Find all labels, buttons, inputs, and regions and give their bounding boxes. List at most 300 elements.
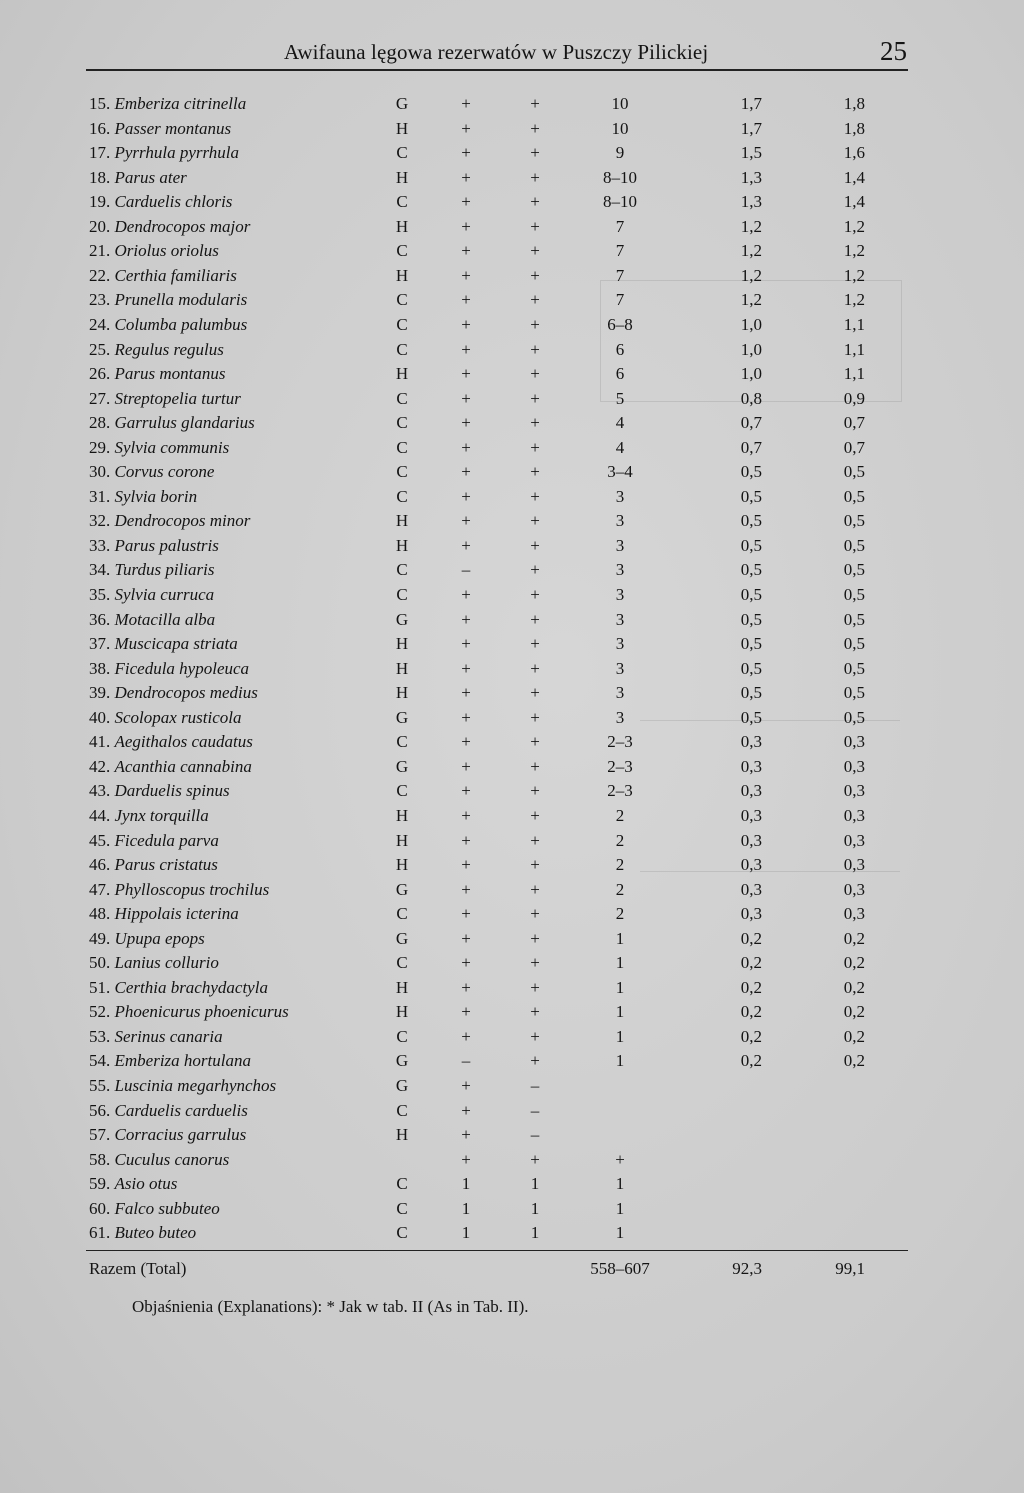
row-number: 33. xyxy=(89,535,111,555)
habitat-type-cell: C xyxy=(396,339,408,359)
pairs-count-cell: 9 xyxy=(615,143,625,163)
table-row xyxy=(0,315,1024,339)
species-name: Passer montanus xyxy=(114,118,232,138)
presence-mark-2: + xyxy=(530,1149,540,1169)
percent-cell-2: 1,4 xyxy=(843,192,865,212)
presence-mark-2: + xyxy=(530,658,540,678)
species-cell xyxy=(89,389,241,409)
table-row xyxy=(0,978,1024,1002)
species-cell xyxy=(89,1150,229,1170)
presence-mark-1: + xyxy=(461,1149,471,1169)
species-cell xyxy=(89,536,219,556)
percent-cell-2: 0,5 xyxy=(843,462,865,482)
row-number: 53. xyxy=(89,1026,111,1046)
presence-mark-1: + xyxy=(461,290,471,310)
table-row xyxy=(0,806,1024,830)
pairs-count-cell: 2–3 xyxy=(607,732,633,752)
pairs-count-cell: 2–3 xyxy=(607,781,633,801)
species-name: Falco subbuteo xyxy=(114,1198,220,1218)
species-cell xyxy=(89,1101,248,1121)
species-name: Dendrocopos medius xyxy=(114,683,258,703)
presence-mark-1: + xyxy=(461,1026,471,1046)
species-name: Hippolais icterina xyxy=(114,904,239,924)
species-name: Parus cristatus xyxy=(114,855,218,875)
species-cell xyxy=(89,340,224,360)
table-row xyxy=(0,536,1024,560)
pairs-count-cell: 4 xyxy=(615,437,625,457)
presence-mark-2: + xyxy=(530,143,540,163)
presence-mark-1: + xyxy=(461,732,471,752)
table-row xyxy=(0,143,1024,167)
species-name: Dendrocopos minor xyxy=(114,511,251,531)
percent-cell-2: 0,5 xyxy=(843,609,865,629)
table-row xyxy=(0,610,1024,634)
species-cell xyxy=(89,315,247,335)
presence-mark-2: – xyxy=(530,1125,540,1145)
species-cell xyxy=(89,192,232,212)
table-row xyxy=(0,94,1024,118)
percent-cell-1: 0,3 xyxy=(740,904,762,924)
pairs-count-cell: 8–10 xyxy=(603,192,637,212)
percent-cell-1: 1,2 xyxy=(740,290,762,310)
percent-cell-1: 0,5 xyxy=(740,658,762,678)
species-name: Lanius collurio xyxy=(114,953,219,973)
habitat-type-cell: H xyxy=(395,216,409,236)
presence-mark-2: + xyxy=(530,585,540,604)
percent-cell-2: 0,3 xyxy=(843,904,865,924)
presence-mark-2: + xyxy=(530,241,540,261)
pairs-count-cell: 1 xyxy=(615,928,625,948)
habitat-type-cell: H xyxy=(395,683,409,703)
total-pairs: 558–607 xyxy=(590,1259,650,1278)
table-row xyxy=(0,487,1024,511)
row-number: 44. xyxy=(89,805,111,825)
table-row xyxy=(0,732,1024,756)
row-number: 51. xyxy=(89,977,111,997)
pairs-count-cell: 1 xyxy=(615,1002,625,1022)
presence-mark-1: + xyxy=(461,216,471,236)
row-number: 42. xyxy=(89,756,111,776)
table-row xyxy=(0,217,1024,241)
presence-mark-1: + xyxy=(461,314,471,334)
pairs-count-cell: 1 xyxy=(615,1174,625,1194)
species-name: Aegithalos caudatus xyxy=(114,732,253,752)
presence-mark-2: + xyxy=(530,1002,540,1022)
row-number: 39. xyxy=(89,683,111,703)
species-name: Corvus corone xyxy=(114,462,215,482)
presence-mark-1: + xyxy=(461,535,471,555)
habitat-type-cell: C xyxy=(396,192,408,212)
presence-mark-2: + xyxy=(530,511,540,531)
pairs-count-cell: 7 xyxy=(615,290,625,310)
species-name: Asio otus xyxy=(114,1174,178,1194)
table-row xyxy=(0,241,1024,265)
row-number: 19. xyxy=(89,192,111,212)
species-name: Ficedula parva xyxy=(114,830,219,850)
presence-mark-1: + xyxy=(461,143,471,163)
pairs-count-cell: 3–4 xyxy=(607,462,633,482)
pairs-count-cell: 3 xyxy=(615,634,625,654)
table-row xyxy=(0,413,1024,437)
presence-mark-1: + xyxy=(461,756,471,776)
percent-cell-1: 0,2 xyxy=(740,1002,762,1022)
percent-cell-1: 0,3 xyxy=(740,732,762,752)
table-row xyxy=(0,781,1024,805)
habitat-type-cell: C xyxy=(396,1100,408,1120)
row-number: 26. xyxy=(89,364,111,384)
presence-mark-1: + xyxy=(461,1002,471,1022)
row-number: 20. xyxy=(89,216,111,236)
species-name: Scolopax rusticola xyxy=(114,707,242,727)
presence-mark-2: + xyxy=(530,413,540,433)
species-cell xyxy=(89,413,255,433)
row-number: 54. xyxy=(89,1051,111,1071)
table-row xyxy=(0,340,1024,364)
presence-mark-1: + xyxy=(461,241,471,261)
row-number: 60. xyxy=(89,1198,111,1218)
percent-cell-2: 0,3 xyxy=(843,879,865,899)
percent-cell-1: 0,3 xyxy=(740,879,762,899)
pairs-count-cell: 6 xyxy=(615,339,625,359)
presence-mark-2: + xyxy=(530,560,540,580)
percent-cell-2: 0,5 xyxy=(843,585,865,604)
presence-mark-2: + xyxy=(530,216,540,236)
pairs-count-cell: 10 xyxy=(611,118,629,138)
presence-mark-1: + xyxy=(461,167,471,187)
species-cell xyxy=(89,560,215,580)
percent-cell-1: 0,5 xyxy=(740,683,762,703)
row-number: 32. xyxy=(89,511,111,531)
percent-cell-2: 0,2 xyxy=(843,977,865,997)
percent-cell-2: 0,5 xyxy=(843,658,865,678)
percent-cell-2: 1,1 xyxy=(843,339,865,359)
percent-cell-2: 0,5 xyxy=(843,707,865,727)
pairs-count-cell: + xyxy=(615,1149,625,1169)
habitat-type-cell: C xyxy=(396,1026,408,1046)
species-cell xyxy=(89,1076,276,1096)
presence-mark-2: + xyxy=(530,314,540,334)
header-rule xyxy=(86,69,908,71)
habitat-type-cell: C xyxy=(396,781,408,801)
presence-mark-2: 1 xyxy=(530,1174,540,1194)
habitat-type-cell: C xyxy=(396,462,408,482)
species-name: Sylvia curruca xyxy=(114,585,215,604)
species-name: Garrulus glandarius xyxy=(114,413,255,433)
species-cell xyxy=(89,168,187,188)
presence-mark-2: + xyxy=(530,388,540,408)
total-rule xyxy=(86,1250,908,1251)
presence-mark-1: + xyxy=(461,805,471,825)
presence-mark-2: + xyxy=(530,192,540,212)
table-row xyxy=(0,1125,1024,1149)
total-percent-1: 92,3 xyxy=(732,1259,762,1278)
species-cell xyxy=(89,831,219,851)
percent-cell-1: 0,5 xyxy=(740,486,762,506)
row-number: 40. xyxy=(89,707,111,727)
habitat-type-cell: C xyxy=(396,388,408,408)
habitat-type-cell: C xyxy=(396,1174,408,1194)
species-name: Streptopelia turtur xyxy=(114,388,241,408)
table-row xyxy=(0,266,1024,290)
percent-cell-2: 0,3 xyxy=(843,805,865,825)
species-cell xyxy=(89,880,269,900)
table-row xyxy=(0,585,1024,609)
habitat-type-cell: C xyxy=(396,143,408,163)
table-row xyxy=(0,1174,1024,1198)
percent-cell-1: 0,7 xyxy=(740,413,762,433)
presence-mark-2: + xyxy=(530,167,540,187)
species-name: Phylloscopus trochilus xyxy=(114,879,270,899)
presence-mark-2: + xyxy=(530,953,540,973)
percent-cell-1: 1,2 xyxy=(740,216,762,236)
pairs-count-cell: 6 xyxy=(615,364,625,384)
table-row xyxy=(0,438,1024,462)
percent-cell-2: 1,8 xyxy=(843,94,865,113)
row-number: 22. xyxy=(89,265,111,285)
presence-mark-2: 1 xyxy=(530,1198,540,1218)
pairs-count-cell: 1 xyxy=(615,953,625,973)
table-row xyxy=(0,880,1024,904)
habitat-type-cell: C xyxy=(396,560,408,580)
pairs-count-cell: 3 xyxy=(615,486,625,506)
habitat-type-cell: H xyxy=(395,167,409,187)
presence-mark-1: + xyxy=(461,94,471,113)
presence-mark-2: + xyxy=(530,339,540,359)
species-name: Sylvia borin xyxy=(114,486,198,506)
presence-mark-1: + xyxy=(461,683,471,703)
presence-mark-2: + xyxy=(530,486,540,506)
species-name: Parus montanus xyxy=(114,364,226,384)
habitat-type-cell: G xyxy=(395,94,409,113)
presence-mark-1: – xyxy=(461,1051,471,1071)
presence-mark-2: + xyxy=(530,855,540,875)
pairs-count-cell: 3 xyxy=(615,609,625,629)
row-number: 17. xyxy=(89,143,111,163)
table-row xyxy=(0,953,1024,977)
habitat-type-cell: C xyxy=(396,314,408,334)
row-number: 30. xyxy=(89,462,111,482)
percent-cell-2: 0,5 xyxy=(843,511,865,531)
row-number: 58. xyxy=(89,1149,111,1169)
pairs-count-cell: 2 xyxy=(615,855,625,875)
presence-mark-2: + xyxy=(530,977,540,997)
species-name: Emberiza hortulana xyxy=(114,1051,251,1071)
presence-mark-1: + xyxy=(461,192,471,212)
species-cell xyxy=(89,290,247,310)
species-name: Carduelis carduelis xyxy=(114,1100,248,1120)
percent-cell-2: 0,9 xyxy=(843,388,865,408)
total-percent-2: 99,1 xyxy=(835,1259,865,1278)
species-name: Oriolus oriolus xyxy=(114,241,219,261)
presence-mark-1: + xyxy=(461,364,471,384)
percent-cell-2: 0,5 xyxy=(843,486,865,506)
habitat-type-cell: C xyxy=(396,241,408,261)
percent-cell-1: 0,3 xyxy=(740,756,762,776)
habitat-type-cell: H xyxy=(395,805,409,825)
species-cell xyxy=(89,1125,246,1145)
pairs-count-cell: 7 xyxy=(615,241,625,261)
row-number: 38. xyxy=(89,658,111,678)
presence-mark-2: + xyxy=(530,683,540,703)
presence-mark-1: + xyxy=(461,437,471,457)
table-row xyxy=(0,1051,1024,1075)
table-row xyxy=(0,560,1024,584)
presence-mark-2: + xyxy=(530,707,540,727)
habitat-type-cell: G xyxy=(395,928,409,948)
species-cell xyxy=(89,119,231,139)
pairs-count-cell: 2 xyxy=(615,805,625,825)
presence-mark-2: + xyxy=(530,462,540,482)
percent-cell-2: 1,1 xyxy=(843,364,865,384)
percent-cell-2: 1,2 xyxy=(843,265,865,285)
row-number: 25. xyxy=(89,339,111,359)
presence-mark-1: + xyxy=(461,855,471,875)
species-cell xyxy=(89,929,205,949)
habitat-type-cell: G xyxy=(395,756,409,776)
species-cell xyxy=(89,1223,196,1243)
table-row xyxy=(0,659,1024,683)
row-number: 57. xyxy=(89,1125,111,1145)
species-cell xyxy=(89,364,225,384)
habitat-type-cell: G xyxy=(395,707,409,727)
presence-mark-1: + xyxy=(461,634,471,654)
percent-cell-2: 0,2 xyxy=(843,1026,865,1046)
pairs-count-cell: 2 xyxy=(615,904,625,924)
presence-mark-1: + xyxy=(461,1100,471,1120)
species-cell xyxy=(89,462,214,482)
habitat-type-cell: H xyxy=(395,634,409,654)
species-cell xyxy=(89,855,218,875)
pairs-count-cell: 3 xyxy=(615,658,625,678)
pairs-count-cell: 3 xyxy=(615,511,625,531)
presence-mark-2: – xyxy=(530,1076,540,1095)
pairs-count-cell: 2 xyxy=(615,879,625,899)
percent-cell-2: 0,5 xyxy=(843,634,865,654)
species-name: Phoenicurus phoenicurus xyxy=(114,1002,289,1022)
presence-mark-1: + xyxy=(461,388,471,408)
row-number: 59. xyxy=(89,1174,111,1194)
row-number: 35. xyxy=(89,585,111,604)
percent-cell-1: 0,3 xyxy=(740,805,762,825)
presence-mark-2: + xyxy=(530,364,540,384)
species-cell xyxy=(89,241,219,261)
habitat-type-cell: C xyxy=(396,437,408,457)
species-cell xyxy=(89,683,258,703)
percent-cell-1: 0,5 xyxy=(740,609,762,629)
presence-mark-2: + xyxy=(530,904,540,924)
pairs-count-cell: 1 xyxy=(615,1026,625,1046)
percent-cell-2: 0,3 xyxy=(843,855,865,875)
row-number: 27. xyxy=(89,388,111,408)
presence-mark-1: + xyxy=(461,462,471,482)
presence-mark-1: 1 xyxy=(461,1174,471,1194)
presence-mark-2: + xyxy=(530,437,540,457)
presence-mark-1: + xyxy=(461,879,471,899)
species-cell xyxy=(89,806,209,826)
presence-mark-2: + xyxy=(530,1051,540,1071)
presence-mark-1: + xyxy=(461,609,471,629)
habitat-type-cell: H xyxy=(395,535,409,555)
presence-mark-2: + xyxy=(530,634,540,654)
percent-cell-1: 1,2 xyxy=(740,265,762,285)
presence-mark-1: + xyxy=(461,118,471,138)
habitat-type-cell: C xyxy=(396,732,408,752)
total-label: Razem (Total) xyxy=(89,1259,187,1278)
species-cell xyxy=(89,1002,289,1022)
table-row xyxy=(0,119,1024,143)
habitat-type-cell: G xyxy=(395,879,409,899)
table-row xyxy=(0,511,1024,535)
habitat-type-cell: G xyxy=(395,1051,409,1071)
table-row xyxy=(0,1101,1024,1125)
row-number: 45. xyxy=(89,830,111,850)
habitat-type-cell: G xyxy=(395,609,409,629)
row-number: 15. xyxy=(89,94,111,113)
habitat-type-cell: C xyxy=(396,413,408,433)
table-row xyxy=(0,1002,1024,1026)
table-row xyxy=(0,1150,1024,1174)
pairs-count-cell: 10 xyxy=(611,94,629,113)
row-number: 29. xyxy=(89,437,111,457)
pairs-count-cell: 6–8 xyxy=(607,314,633,334)
pairs-count-cell: 7 xyxy=(615,265,625,285)
presence-mark-1: + xyxy=(461,413,471,433)
percent-cell-2: 1,6 xyxy=(843,143,865,163)
habitat-type-cell: H xyxy=(395,511,409,531)
percent-cell-2: 0,2 xyxy=(843,1051,865,1071)
table-row xyxy=(0,389,1024,413)
total-row xyxy=(0,1259,1024,1283)
presence-mark-1: + xyxy=(461,928,471,948)
species-name: Turdus piliaris xyxy=(114,560,215,580)
species-name: Motacilla alba xyxy=(114,609,216,629)
row-number: 23. xyxy=(89,290,111,310)
presence-mark-1: 1 xyxy=(461,1223,471,1243)
table-row xyxy=(0,290,1024,314)
presence-mark-1: + xyxy=(461,486,471,506)
pairs-count-cell: 1 xyxy=(615,1223,625,1243)
row-number: 43. xyxy=(89,781,111,801)
pairs-count-cell: 1 xyxy=(615,977,625,997)
presence-mark-2: + xyxy=(530,290,540,310)
percent-cell-2: 0,5 xyxy=(843,535,865,555)
percent-cell-1: 1,7 xyxy=(740,118,762,138)
percent-cell-1: 1,0 xyxy=(740,314,762,334)
row-number: 37. xyxy=(89,634,111,654)
percent-cell-2: 0,2 xyxy=(843,953,865,973)
pairs-count-cell: 3 xyxy=(615,707,625,727)
table-row xyxy=(0,192,1024,216)
presence-mark-2: + xyxy=(530,732,540,752)
row-number: 31. xyxy=(89,486,111,506)
habitat-type-cell: H xyxy=(395,855,409,875)
species-cell xyxy=(89,143,239,163)
percent-cell-1: 0,7 xyxy=(740,437,762,457)
row-number: 21. xyxy=(89,241,111,261)
pairs-count-cell: 4 xyxy=(615,413,625,433)
presence-mark-1: – xyxy=(461,560,471,580)
species-name: Parus ater xyxy=(114,167,187,187)
species-name: Pyrrhula pyrrhula xyxy=(114,143,240,163)
table-row xyxy=(0,757,1024,781)
species-name: Dendrocopos major xyxy=(114,216,251,236)
presence-mark-1: + xyxy=(461,707,471,727)
presence-mark-2: + xyxy=(530,781,540,801)
percent-cell-1: 1,3 xyxy=(740,167,762,187)
species-cell xyxy=(89,94,246,114)
percent-cell-2: 1,2 xyxy=(843,290,865,310)
percent-cell-2: 0,2 xyxy=(843,928,865,948)
